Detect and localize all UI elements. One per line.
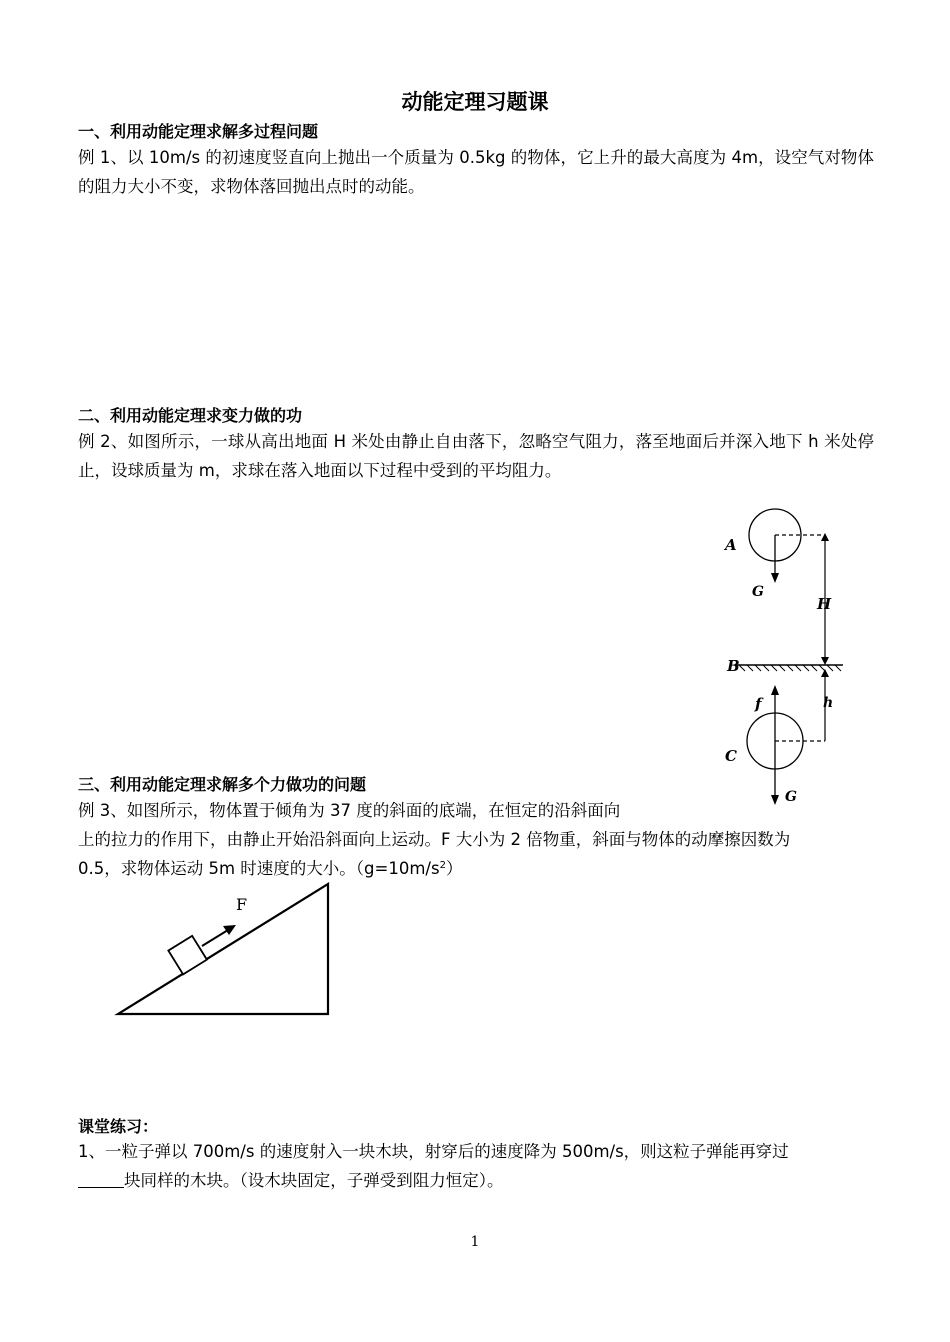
h-upper-arrowhead-bottom — [821, 657, 829, 665]
page-number: 1 — [470, 1234, 480, 1250]
friction-arrowhead — [771, 685, 779, 695]
practice-1-line-1: 1、一粒子弹以 700m/s 的速度射入一块木块，射穿后的速度降为 500m/s，则这粒子弹能再穿过 — [78, 1142, 789, 1161]
force-arrow — [202, 930, 228, 946]
label-g-top: G — [752, 584, 764, 600]
block — [168, 936, 207, 975]
practice-1-line-2 — [78, 1166, 504, 1195]
label-h: h — [823, 695, 834, 711]
gravity-arrowhead-bottom — [771, 795, 779, 805]
label-b: B — [727, 657, 740, 675]
gravity-arrowhead-top — [771, 573, 779, 583]
ground-hatching — [739, 665, 841, 671]
section-2-heading: 二、利用动能定理求变力做的功 — [78, 406, 303, 425]
inclined-plane — [118, 884, 328, 1014]
exponent: 2 — [439, 860, 446, 871]
example-2-text: 例 2、如图所示，一球从高出地面 H 米处由静止自由落下，忽略空气阻力，落至地面后并深入地下 h 米处停止，设球质量为 m，求球在落入地面以下过程中受到的平均阻力。 — [78, 432, 874, 480]
label-H: H — [817, 595, 832, 613]
practice-1-line-2-text: 块同样的木块。（设木块固定，子弹受到阻力恒定）。 — [124, 1171, 504, 1190]
section-3-heading: 三、利用动能定理求解多个力做功的问题 — [78, 775, 367, 794]
h-lower-arrowhead-top — [821, 669, 829, 677]
label-f: f — [755, 695, 762, 713]
example-3-line-2: 上的拉力的作用下，由静止开始沿斜面向上运动。F 大小为 2 倍物重，斜面与物体的动摩擦因数为 — [78, 830, 791, 849]
force-arrowhead — [223, 925, 236, 935]
section-1-heading: 一、利用动能定理求解多过程问题 — [78, 122, 319, 141]
example-3-line-1: 例 3、如图所示，物体置于倾角为 37 度的斜面的底端，在恒定的沿斜面向 — [78, 801, 621, 820]
practice-heading: 课堂练习： — [78, 1117, 159, 1136]
label-F: F — [236, 895, 248, 914]
label-c: C — [725, 747, 737, 765]
label-g-bottom: G — [785, 789, 797, 805]
block-group — [168, 936, 207, 975]
h-upper-arrowhead-top — [821, 533, 829, 541]
example-1-text: 例 1、以 10m/s 的初速度竖直向上抛出一个质量为 0.5kg 的物体，它上升的最大高度为 4m，设空气对物体的阻力大小不变，求物体落回抛出点时的动能。 — [78, 148, 874, 196]
label-a: A — [725, 536, 737, 554]
example-3-line-3-main: 0.5，求物体运动 5m 时速度的大小。（g=10m/s — [78, 859, 440, 878]
example-3-line-3-end: ） — [445, 859, 463, 878]
incline-figure — [110, 880, 340, 1022]
page-title: 动能定理习题课 — [401, 90, 549, 114]
example-3-line-3 — [78, 854, 462, 883]
falling-ball-figure — [715, 495, 855, 815]
answer-blank[interactable] — [78, 1169, 124, 1188]
